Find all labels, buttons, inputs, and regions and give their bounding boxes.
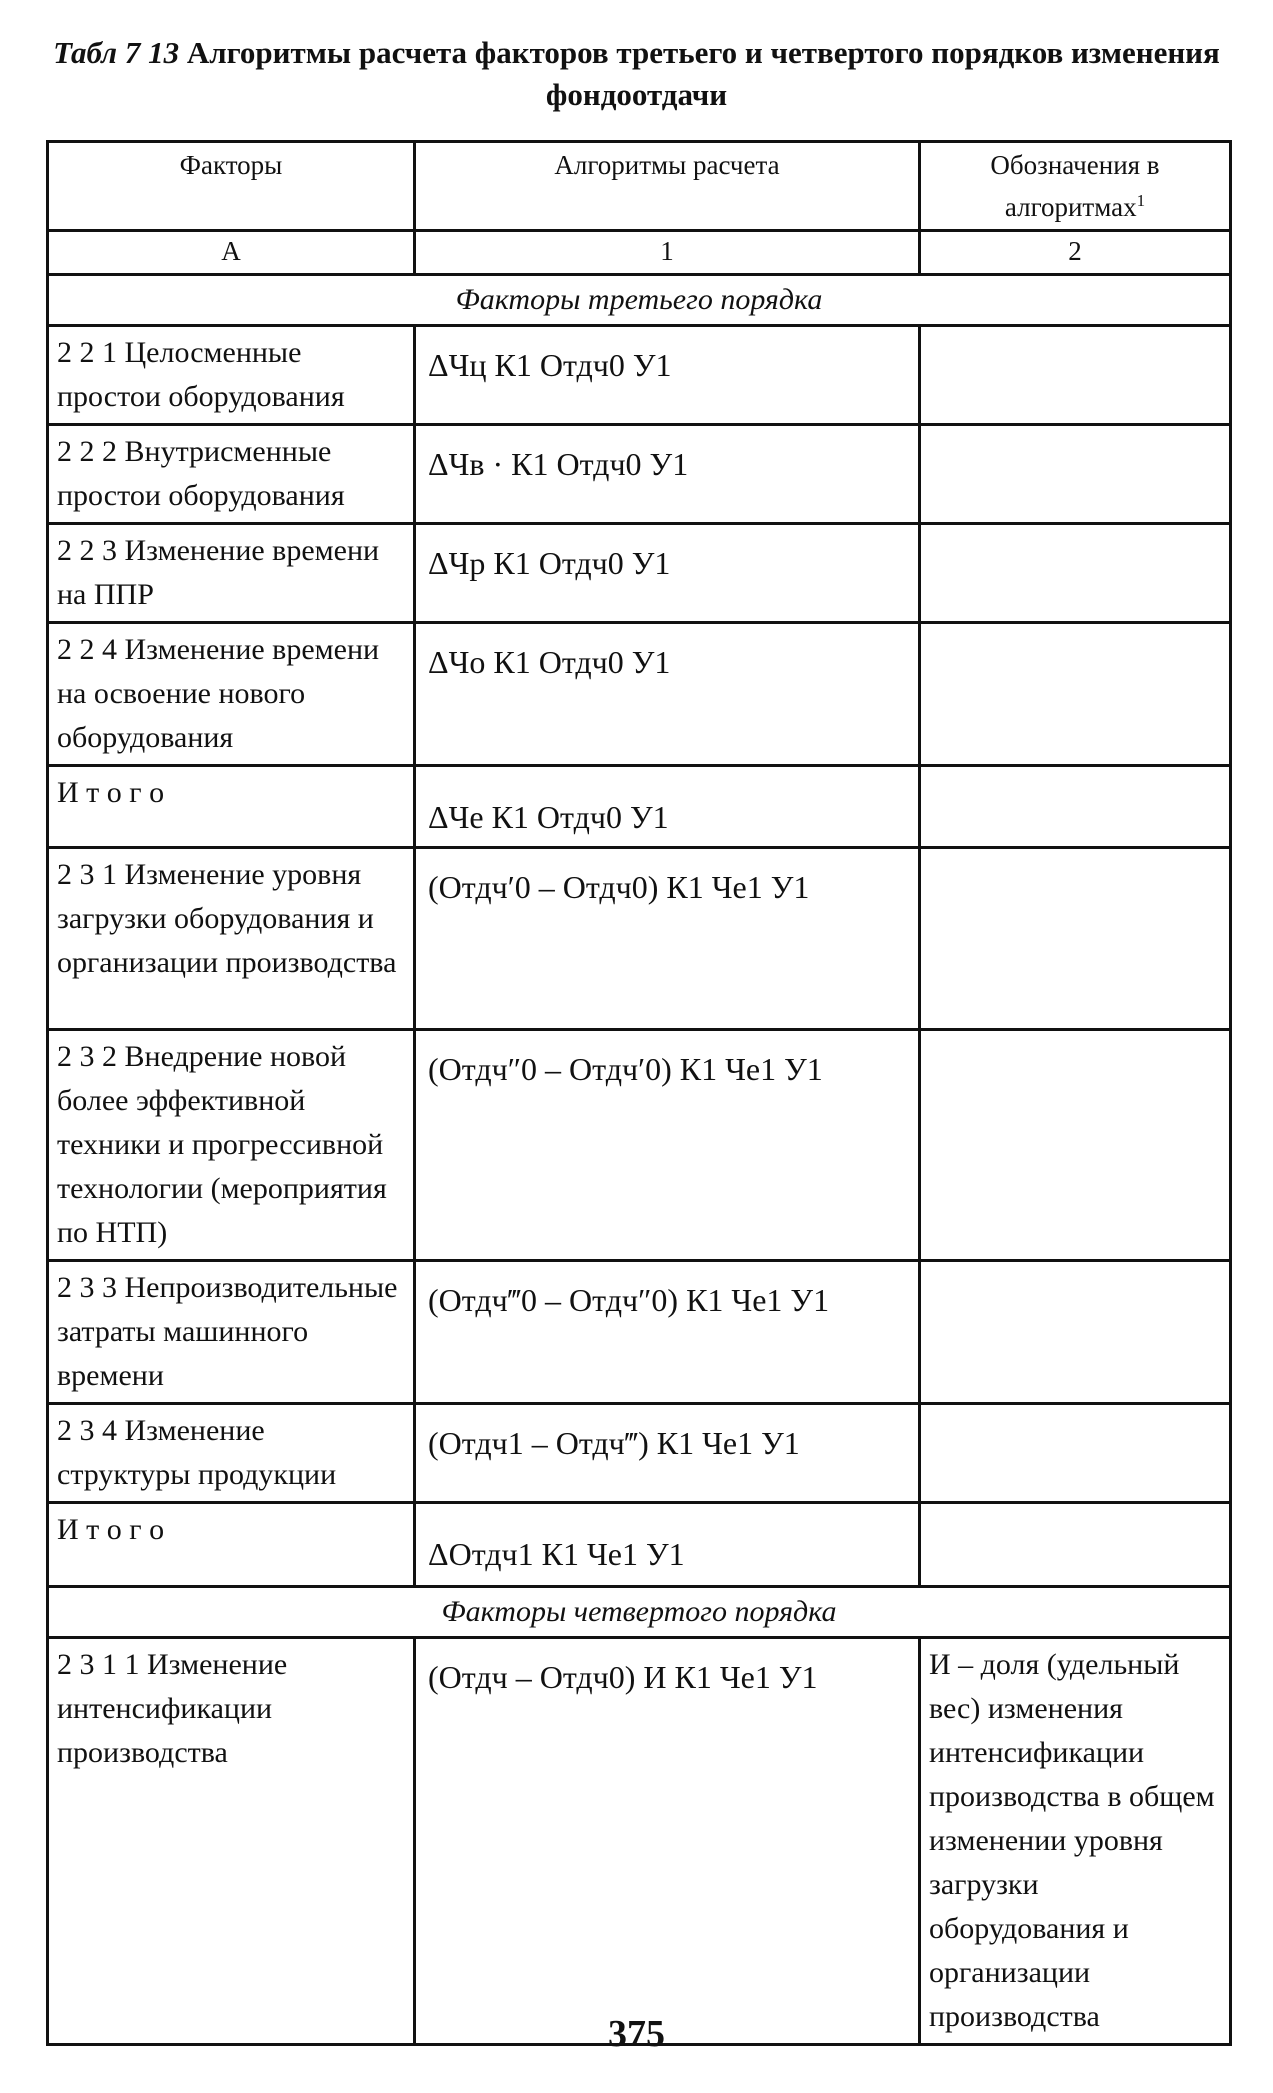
factor-cell: 2 3 2 Внедрение новой более эффективной техники и прогрессивной технологии (мероприятия по НТП) <box>48 1030 415 1261</box>
section-title-fourth-order: Факторы четвертого порядка <box>48 1587 1231 1638</box>
section-row <box>48 1587 1231 1638</box>
notation-cell <box>920 1030 1231 1261</box>
section-row <box>48 275 1231 326</box>
algorithm-cell: ΔЧц К1 Отдч0 У1 <box>415 326 920 425</box>
header-algorithms: Алгоритмы расчета <box>415 142 920 231</box>
algorithm-cell: ΔОтдч1 К1 Че1 У1 <box>415 1503 920 1587</box>
table-row <box>48 1030 1231 1261</box>
notation-cell <box>920 848 1231 1030</box>
header-notation <box>920 142 1231 231</box>
factor-cell: 2 3 4 Изменение структуры продукции <box>48 1404 415 1503</box>
table-row <box>48 623 1231 766</box>
table-row <box>48 425 1231 524</box>
table-row <box>48 1261 1231 1404</box>
notation-cell <box>920 1503 1231 1587</box>
header-notation-text: Обозначения в алгоритмах <box>990 150 1160 222</box>
factor-cell: 2 3 1 1 Изменение интенсификации производства <box>48 1638 415 2045</box>
table-row <box>48 326 1231 425</box>
factor-cell: И т о г о <box>48 1503 415 1587</box>
table-row <box>48 1404 1231 1503</box>
table-row <box>48 1638 1231 2045</box>
column-number-2: 2 <box>920 231 1231 275</box>
algorithm-cell: ΔЧе К1 Отдч0 У1 <box>415 766 920 848</box>
notation-cell <box>920 524 1231 623</box>
algorithm-cell: (Отдч″0 – Отдч′0) К1 Че1 У1 <box>415 1030 920 1261</box>
algorithm-cell: (Отдч1 – Отдч‴) К1 Че1 У1 <box>415 1404 920 1503</box>
notation-cell <box>920 766 1231 848</box>
table-row <box>48 524 1231 623</box>
algorithm-cell: ΔЧр К1 Отдч0 У1 <box>415 524 920 623</box>
column-number-1: 1 <box>415 231 920 275</box>
notation-cell: И – доля (удельный вес) изменения интенсификации производства в общем изменении уровня загрузки оборудования и организации производства <box>920 1638 1231 2045</box>
notation-cell <box>920 1261 1231 1404</box>
factor-cell: 2 3 1 Изменение уровня загрузки оборудования и организации производства <box>48 848 415 1030</box>
factor-cell: 2 3 3 Непроизводительные затраты машинного времени <box>48 1261 415 1404</box>
notation-cell <box>920 623 1231 766</box>
factor-cell: 2 2 3 Изменение времени на ППР <box>48 524 415 623</box>
algorithm-cell: ΔЧо К1 Отдч0 У1 <box>415 623 920 766</box>
factor-cell: 2 2 2 Внутрисменные простои оборудования <box>48 425 415 524</box>
table-row <box>48 848 1231 1030</box>
page-number: 375 <box>608 2013 665 2055</box>
table-row <box>48 1503 1231 1587</box>
factor-cell: 2 2 1 Целосменные простои оборудования <box>48 326 415 425</box>
column-number-a: А <box>48 231 415 275</box>
notation-cell <box>920 1404 1231 1503</box>
factor-cell: 2 2 4 Изменение времени на освоение нового оборудования <box>48 623 415 766</box>
factor-cell: И т о г о <box>48 766 415 848</box>
caption-prefix: Табл 7 13 <box>53 35 180 70</box>
section-title-third-order: Факторы третьего порядка <box>48 275 1231 326</box>
algorithm-cell: (Отдч‴0 – Отдч″0) К1 Че1 У1 <box>415 1261 920 1404</box>
algorithm-cell: (Отдч – Отдч0) И К1 Че1 У1 <box>415 1638 920 2045</box>
notation-cell <box>920 425 1231 524</box>
table-header-row <box>48 142 1231 231</box>
column-number-row <box>48 231 1231 275</box>
notation-cell <box>920 326 1231 425</box>
caption-title: Алгоритмы расчета факторов третьего и четвертого порядков изменения фондоотдачи <box>186 35 1220 112</box>
algorithm-cell: ΔЧв · К1 Отдч0 У1 <box>415 425 920 524</box>
table-row <box>48 766 1231 848</box>
algorithm-cell: (Отдч′0 – Отдч0) К1 Че1 У1 <box>415 848 920 1030</box>
header-footnote-mark: 1 <box>1136 191 1146 210</box>
factors-table <box>46 140 1232 2046</box>
header-factors: Факторы <box>48 142 415 231</box>
table-caption <box>40 32 1233 116</box>
